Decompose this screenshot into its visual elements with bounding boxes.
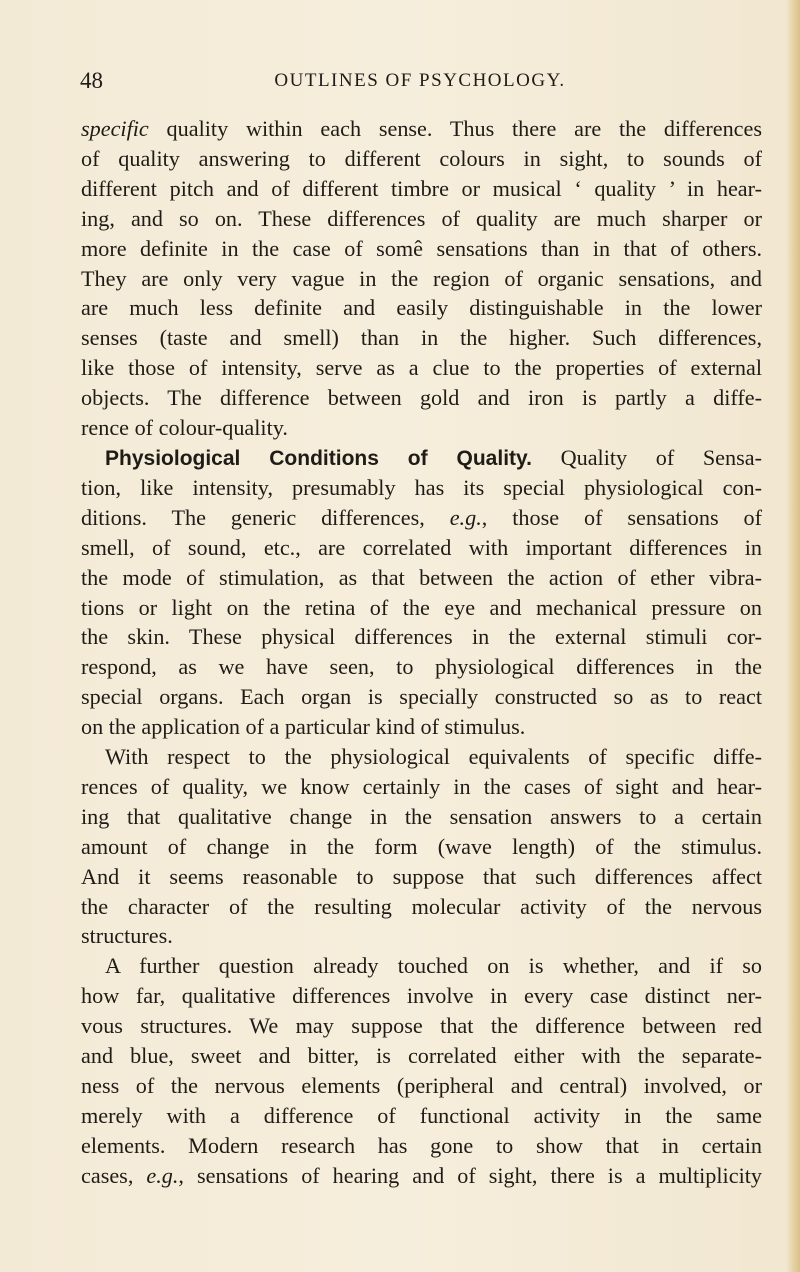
running-head: OUTLINES OF PSYCHOLOGY. [274, 70, 566, 91]
line-text: cases, [81, 1162, 147, 1188]
italic-word: e.g. [449, 504, 482, 530]
body-text [81, 114, 762, 1191]
italic-word: specific [81, 116, 149, 141]
line-text: , those of sensations of [481, 504, 762, 530]
text-line: A further question already touched on is whether, and if so [105, 953, 762, 979]
text-line: With respect to the physiological equivalents of specific diffe- [105, 744, 762, 770]
text-line [81, 1161, 762, 1191]
text-line: more definite in the case of somê sensations than in that of others. [81, 235, 762, 261]
text-line: ing, and so on. These differences of quality are much sharper or [81, 205, 762, 231]
section-heading: Physiological Conditions of Quality. [105, 446, 532, 470]
page-number: 48 [80, 68, 103, 93]
text-line [81, 114, 762, 144]
text-line: merely with a difference of functional activity in the same [81, 1102, 762, 1128]
text-line: are much less definite and easily distinguishable in the lower [81, 295, 762, 321]
text-line: ing that qualitative change in the sensation answers to a certain [81, 803, 762, 829]
text-line [81, 443, 762, 473]
page-edge [786, 0, 800, 1272]
text-line: structures. [81, 923, 173, 949]
text-line [81, 503, 762, 533]
text-line: the skin. These physical differences in the external stimuli cor- [81, 624, 762, 650]
text-line: of quality answering to different colours in sight, to sounds of [81, 145, 762, 171]
text-line: rences of quality, we know certainly in the cases of sight and hear- [81, 773, 762, 799]
italic-word: e.g. [146, 1162, 179, 1188]
text-line: ness of the nervous elements (peripheral and central) involved, or [81, 1073, 762, 1098]
text-line: tions or light on the retina of the eye and mechanical pressure on [81, 594, 762, 620]
text-line: tion, like intensity, presumably has its special physiological con- [81, 474, 762, 500]
text-line: amount of change in the form (wave length) of the stimulus. [81, 833, 762, 859]
text-line: how far, qualitative differences involve in every case distinct ner- [81, 983, 762, 1009]
text-line: They are only very vague in the region of organic sensations, and [81, 265, 762, 291]
text-line: objects. The difference between gold and iron is partly a diffe- [81, 385, 762, 411]
text-line: And it seems reasonable to suppose that such differences affect [81, 863, 762, 889]
text-line: like those of intensity, serve as a clue to the properties of external [81, 355, 762, 381]
text-line: the character of the resulting molecular activity of the nervous [81, 893, 762, 919]
line-text: ditions. The generic differences, [81, 504, 450, 530]
text-line: elements. Modern research has gone to show that in certain [81, 1132, 762, 1158]
text-line: and blue, sweet and bitter, is correlated either with the separate- [81, 1043, 762, 1069]
line-text: Quality of Sensa- [531, 444, 762, 470]
line-text: , sensations of hearing and of sight, there is a multiplicity [178, 1162, 762, 1188]
text-line: rence of colour-quality. [81, 415, 288, 441]
page-header [80, 68, 760, 98]
text-line: smell, of sound, etc., are correlated with important differences in [81, 534, 762, 560]
text-line: special organs. Each organ is specially constructed so as to react [81, 684, 762, 710]
text-line: the mode of stimulation, as that between the action of ether vibra- [81, 564, 762, 590]
text-line: respond, as we have seen, to physiological differences in the [81, 654, 762, 680]
text-line: vous structures. We may suppose that the difference between red [81, 1013, 762, 1039]
text-line: on the application of a particular kind of stimulus. [81, 714, 526, 740]
text-line: senses (taste and smell) than in the higher. Such differences, [81, 325, 762, 351]
text-line: different pitch and of different timbre or musical ‘ quality ’ in hear- [81, 175, 762, 201]
line-text: quality within each sense. Thus there are the differences [148, 116, 762, 141]
